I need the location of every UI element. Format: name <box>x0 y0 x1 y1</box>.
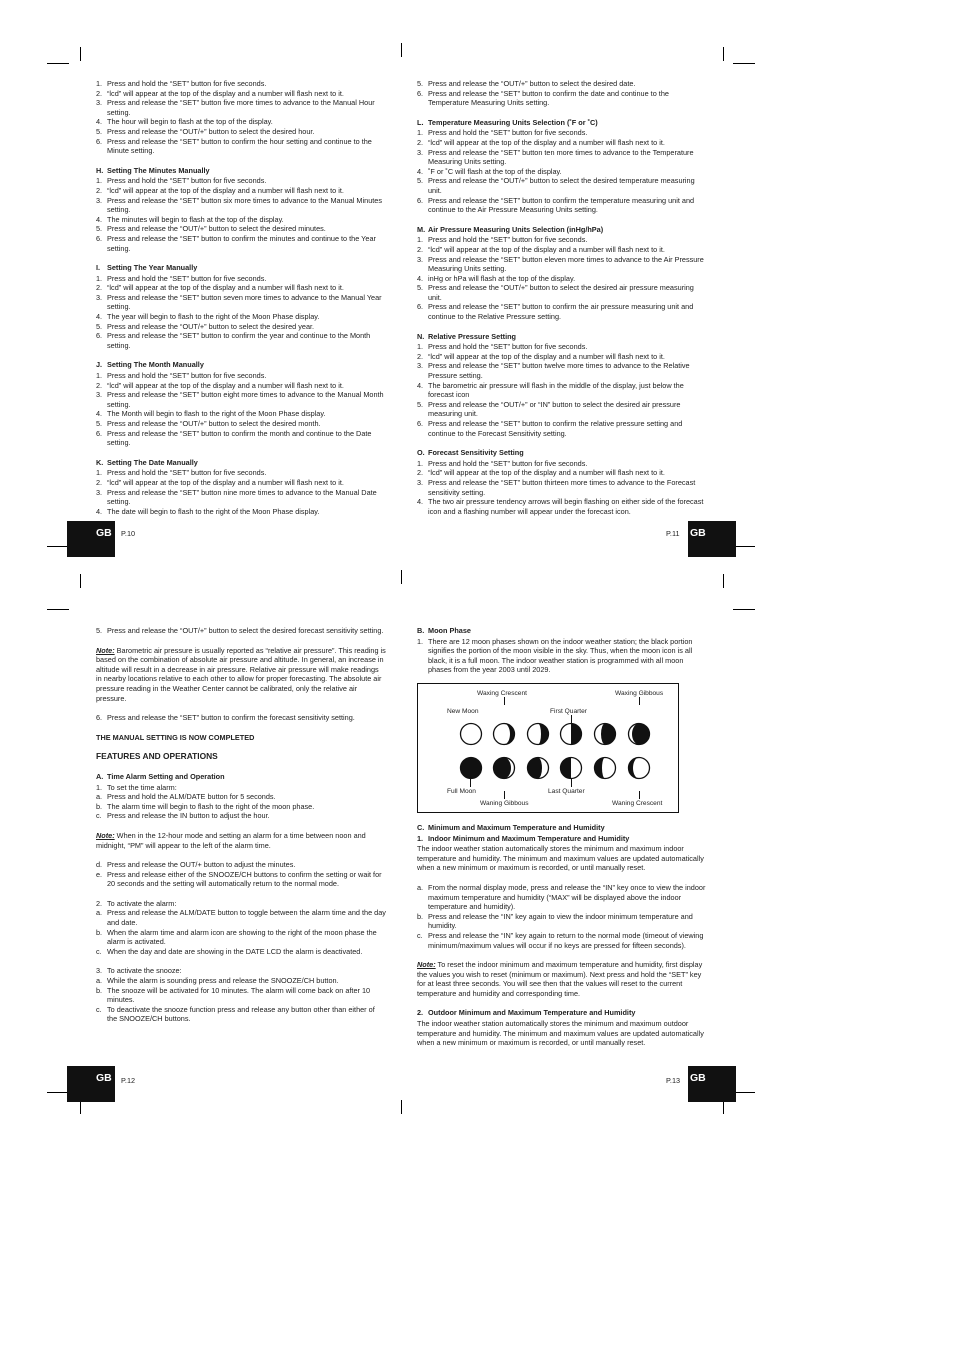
list-item: 3. Press and release the “SET” button nine more times to advance to the Manual Date setting. <box>96 487 377 507</box>
label-waning-gibbous: Waning Gibbous <box>480 799 529 807</box>
list-group <box>96 783 386 821</box>
list-item: 1. Press and hold the “SET” button for five seconds. <box>96 371 267 381</box>
list-item: 2. “lcd” will appear at the top of the display and a number will flash next to it. <box>96 185 344 195</box>
list-item: 6. Press and release the “SET” button to confirm the hour setting and continue to the Minute setting. <box>96 136 372 156</box>
list-item: b. The alarm time will begin to flash to the right of the moon phase. <box>96 801 315 811</box>
subsection-heading: 2. Outdoor Minimum and Maximum Temperature and Humidity <box>417 1008 636 1018</box>
list-item: 2. “lcd” will appear at the top of the display and a number will flash next to it. <box>417 351 665 361</box>
section-heading: L. Temperature Measuring Units Selection (˚F or ˚C) <box>417 117 598 127</box>
list-item: 1. Press and hold the “SET” button for five seconds. <box>96 79 267 88</box>
crop-mark <box>47 546 69 547</box>
list-item: 1. Press and hold the “SET” button for five seconds. <box>417 128 588 138</box>
list-item: 5. Press and release the “OUT/+” button to select the desired forecast sensitivity setting. <box>96 626 384 635</box>
last-quarter-icon <box>561 757 582 778</box>
waxing-gibbous-icon <box>595 723 616 744</box>
list-item: c. Press and release the IN button to adjust the hour. <box>96 811 270 821</box>
page-number: P.13 <box>666 1076 681 1085</box>
list-item: 4. The minutes will begin to flash at the top of the display. <box>96 214 284 224</box>
list-group <box>96 966 386 1024</box>
crop-mark <box>733 546 755 547</box>
list-item: a. From the normal display mode, press and release the “IN” key once to view the indoor maximum temperature and humidity (“MAX” will be displayed above the indoor temperature and humidity). <box>417 882 706 912</box>
list-group <box>96 860 386 889</box>
list-item: 2. “lcd” will appear at the top of the display and a number will flash next to it. <box>417 137 665 147</box>
crop-mark <box>401 1100 402 1114</box>
label-new-moon: New Moon <box>447 707 479 715</box>
list-item: e. Press and release either of the SNOOZE/CH buttons to confirm the setting or wait for 20 seconds and the setting will automatically return to the normal mode. <box>96 869 382 889</box>
crop-mark <box>47 1092 69 1093</box>
page-number: P.11 <box>666 529 680 538</box>
list-item: 4. The hour will begin to flash at the top of the display. <box>96 117 273 127</box>
section-heading: A. Time Alarm Setting and Operation <box>96 771 225 781</box>
list-item: 3. Press and release the “SET” button six more times to advance to the Manual Minutes setting. <box>96 195 382 215</box>
list-item: 3. Press and release the “SET” button twelve more times to advance to the Relative Pressure setting. <box>417 361 690 381</box>
section-heading: N. Relative Pressure Setting <box>417 331 517 341</box>
list-item: c. To deactivate the snooze function press and release any button other than either of the SNOOZE/CH buttons. <box>96 1004 375 1024</box>
waning-gibbous-icon <box>494 757 515 778</box>
list-item: 5. Press and release the “OUT/+” or “IN” button to select the desired air pressure measuring unit. <box>417 399 681 419</box>
crop-mark <box>401 43 402 57</box>
section-m <box>417 225 707 322</box>
list-item: 4. ˚F or ˚C will flash at the top of the display. <box>417 166 562 176</box>
list-item: 5. Press and release the “OUT/+” button to select the desired temperature measuring unit. <box>417 176 695 195</box>
list-item: 2. “lcd” will appear at the top of the display and a number will flash next to it. <box>96 477 344 487</box>
section-heading: I. Setting The Year Manually <box>96 263 198 273</box>
list-item: 4. The Month will begin to flash to the right of the Moon Phase display. <box>96 409 326 419</box>
page-number: P.10 <box>121 529 136 538</box>
crop-mark <box>723 1100 724 1114</box>
list-item: 1. Press and hold the “SET” button for five seconds. <box>96 273 267 283</box>
crop-mark <box>80 47 81 61</box>
list-item: 6. Press and release the “SET” button to confirm the minutes and continue to the Year setting. <box>96 233 376 253</box>
list-item: 1. Press and hold the “SET” button for five seconds. <box>96 176 267 186</box>
list-item: 5. Press and release the “OUT/+” button to select the desired month. <box>96 419 321 428</box>
waning-gibbous-icon <box>528 757 549 778</box>
list-item: 5. Press and release the “OUT/+” button to select the desired minutes. <box>96 224 326 234</box>
section-heading: H. Setting The Minutes Manually <box>96 165 210 175</box>
list-group <box>417 883 707 950</box>
list-item: a. Press and release the ALM/DATE button to toggle between the alarm time and the day and date. <box>96 908 386 928</box>
list-item: 5. Press and release the “OUT/+” button to select the desired date. <box>417 79 636 88</box>
list-item: d. Press and release the OUT/+ button to adjust the minutes. <box>96 860 296 870</box>
list-item: 3. Press and release the “SET” button eleven more times to advance to the Air Pressure Measuring Units setting. <box>417 254 704 274</box>
list-item: 2. “lcd” will appear at the top of the display and a number will flash next to it. <box>417 244 665 254</box>
moon-icons <box>418 684 680 814</box>
crop-mark <box>80 1100 81 1114</box>
list-item: 6. Press and release the “SET” button to confirm the air pressure measuring unit and continue to the Relative Pressure setting. <box>417 302 694 322</box>
list-item: b. Press and release the “IN” key again to view the indoor minimum temperature and humidity. <box>417 911 693 931</box>
label-full-moon: Full Moon <box>447 787 476 795</box>
first-quarter-icon <box>561 723 582 744</box>
crop-mark <box>80 574 81 588</box>
list-item: 1. Press and hold the “SET” button for five seconds. <box>417 235 588 245</box>
list-item: 3. Press and release the “SET” button thirteen more times to advance to the Forecast sensitivity setting. <box>417 477 696 497</box>
list-item: 5. Press and release the “OUT/+” button to select the desired air pressure measuring unit. <box>417 283 694 302</box>
features-heading: FEATURES AND OPERATIONS <box>96 751 218 762</box>
section-k <box>96 458 386 517</box>
list-item: c. When the day and date are showing in the DATE LCD the alarm is deactivated. <box>96 946 363 956</box>
list-item: a. While the alarm is sounding press and release the SNOOZE/CH button. <box>96 976 339 986</box>
list-item: b. The snooze will be activated for 10 minutes. The alarm will come back on after 10 minutes. <box>96 985 371 1005</box>
list-item: 4. The date will begin to flash to the right of the Moon Phase display. <box>96 506 320 516</box>
label-waning-crescent: Waning Crescent <box>612 799 663 807</box>
note-paragraph: Note: Barometric air pressure is usually reported as “relative air pressure”. This reading is based on the combination of absolute air pressure and altitude. In general, an increase in altitude will result in a decrease in air pressure. Relative air pressure will make readings in nearby locations relative to each other to allow for proper forecasting. The absolute air pressure reading in the Weather Center cannot be calibrated, only the relative air pressure. <box>96 645 386 703</box>
list-item: 1. There are 12 moon phases shown on the indoor weather station; the black portion signifies the portion of the moon visible in the sky. Thus, when the moon icon is all black, it is a full moon. The indoor weather station is programmed with all moon phases from the year 2003 until 2029. <box>417 636 693 675</box>
moon-phase-diagram <box>417 683 679 813</box>
list-item: 3. Press and release the “SET” button ten more times to advance to the Temperature Measuring Units setting. <box>417 147 694 167</box>
list-item: 2. “lcd” will appear at the top of the display and a number will flash next to it. <box>96 283 344 293</box>
list-item: 6. Press and release the “SET” button to confirm the relative pressure setting and continue to the Forecast Sensitivity setting. <box>417 419 683 438</box>
list-item: 3. Press and release the “SET” button five more times to advance to the Manual Hour setting. <box>96 98 375 117</box>
section-i <box>96 263 386 350</box>
crop-mark <box>723 47 724 61</box>
list-item: 3. Press and release the “SET” button eight more times to advance to the Manual Month setting. <box>96 390 384 409</box>
list-item: 4. The barometric air pressure will flash in the middle of the display, just below the forecast icon <box>417 380 684 400</box>
page-10-body <box>96 79 386 526</box>
section-heading: M. Air Pressure Measuring Units Selection (inHg/hPa) <box>417 224 604 234</box>
list-item: 6. Press and release the “SET” button to confirm the month and continue to the Date setting. <box>96 428 372 448</box>
list-item: 3. Press and release the “SET” button seven more times to advance to the Manual Year setting. <box>96 292 382 312</box>
list-top <box>96 79 386 156</box>
note-paragraph: Note: When in the 12-hour mode and setting an alarm for a time between noon and midnight, “PM” will appear to the left of the alarm time. <box>96 830 366 850</box>
list-item: 6. Press and release the “SET” button to confirm the temperature measuring unit and continue to the Air Pressure Measuring Units setting. <box>417 195 695 215</box>
language-tab: GB <box>688 521 736 557</box>
list-group <box>96 899 386 957</box>
crop-mark <box>47 609 69 610</box>
section-heading: J. Setting The Month Manually <box>96 360 204 370</box>
new-moon-icon <box>461 723 482 744</box>
list-item: 5. Press and release the “OUT/+” button to select the desired year. <box>96 321 315 331</box>
waxing-gibbous-icon <box>629 723 650 744</box>
list-item: 1. Press and hold the “SET” button for five seconds. <box>96 468 267 478</box>
section-l <box>417 118 707 215</box>
list-item: 4. The two air pressure tendency arrows will begin flashing on either side of the forecast icon and a flashing number will appear under the forecast icon. <box>417 497 704 516</box>
crop-mark <box>733 1092 755 1093</box>
label-last-quarter: Last Quarter <box>548 787 585 795</box>
label-waxing-crescent: Waxing Crescent <box>477 689 527 697</box>
list-item: 4. The year will begin to flash to the right of the Moon Phase display. <box>96 312 320 322</box>
list-item: 5. Press and release the “OUT/+” button to select the desired hour. <box>96 126 315 136</box>
section-heading: C. Minimum and Maximum Temperature and Humidity <box>417 822 605 832</box>
subsection-heading: 1. Indoor Minimum and Maximum Temperature and Humidity <box>417 833 630 843</box>
list-item: 6. Press and release the “SET” button to confirm the forecast sensitivity setting. <box>96 713 355 723</box>
page-13-body <box>417 626 707 1048</box>
section-heading: B. Moon Phase <box>417 626 471 635</box>
list-top <box>417 79 707 108</box>
section-n <box>417 332 707 439</box>
language-tab: GB <box>67 521 115 557</box>
language-tab: GB <box>688 1066 736 1102</box>
label-waxing-gibbous: Waxing Gibbous <box>615 689 664 697</box>
body-paragraph: The indoor weather station automatically stores the minimum and maximum indoor temperature and humidity. The minimum and maximum values are updated automatically when a new minimum or maximum is recorded, or until manually reset. <box>417 844 704 873</box>
waxing-crescent-icon <box>494 723 515 744</box>
section-h <box>96 166 386 253</box>
crop-mark <box>401 570 402 584</box>
list-item: a. Press and hold the ALM/DATE button for 5 seconds. <box>96 792 276 802</box>
waxing-crescent-icon <box>528 723 549 744</box>
full-moon-icon <box>461 757 482 778</box>
crop-mark <box>723 574 724 588</box>
completed-heading: THE MANUAL SETTING IS NOW COMPLETED <box>96 732 255 742</box>
list-item: 2. “lcd” will appear at the top of the display and a number will flash next to it. <box>96 88 344 98</box>
list-item: 6. Press and release the “SET” button to confirm the date and continue to the Temperature Measuring Units setting. <box>417 88 669 108</box>
section-j <box>96 360 386 447</box>
list-item: c. Press and release the “IN” key again to return to the normal mode (timeout of viewing minimum/maximum values will occur if no keys are pressed for fifteen seconds). <box>417 930 704 950</box>
section-heading: O. Forecast Sensitivity Setting <box>417 448 524 458</box>
list-item: 6. Press and release the “SET” button to confirm the year and continue to the Month setting. <box>96 331 371 350</box>
crop-mark <box>733 63 755 64</box>
section-heading: K. Setting The Date Manually <box>96 457 198 467</box>
list-item: 2. To activate the alarm: <box>96 898 177 908</box>
list-item: 1. Press and hold the “SET” button for five seconds. <box>417 342 588 352</box>
page-11-body <box>417 79 707 526</box>
label-first-quarter: First Quarter <box>550 707 588 715</box>
list-item: 3. To activate the snooze: <box>96 966 182 976</box>
crop-mark <box>733 609 755 610</box>
body-paragraph: The indoor weather station automatically stores the minimum and maximum outdoor temperature and humidity. The minimum and maximum values are updated automatically when a new minimum or maximum is recorded, or until manually reset. <box>417 1019 704 1048</box>
list-item: 2. “lcd” will appear at the top of the display and a number will flash next to it. <box>96 380 344 390</box>
list-item: 4. inHg or hPa will flash at the top of the display. <box>417 273 576 283</box>
list-item: b. When the alarm time and alarm icon are showing to the right of the moon phase the alarm is activated. <box>96 927 377 947</box>
page-number: P.12 <box>121 1076 136 1085</box>
list-item: 1. Press and hold the “SET” button for five seconds. <box>417 458 588 468</box>
section-o <box>417 448 707 516</box>
note-paragraph: Note: To reset the indoor minimum and maximum temperature and humidity, first display the values you wish to reset (minimum or maximum). Next press and hold the “SET” key for at least three seconds. You will see then that the values will reset to the current temperature and humidity and corresponding time. <box>417 960 703 998</box>
crop-mark <box>47 63 69 64</box>
waning-crescent-icon <box>629 757 650 778</box>
list-item: 2. “lcd” will appear at the top of the display and a number will flash next to it. <box>417 468 665 478</box>
waning-crescent-icon <box>595 757 616 778</box>
list-item: 1. To set the time alarm: <box>96 782 177 792</box>
page-12-body <box>96 626 386 1034</box>
language-tab: GB <box>67 1066 115 1102</box>
